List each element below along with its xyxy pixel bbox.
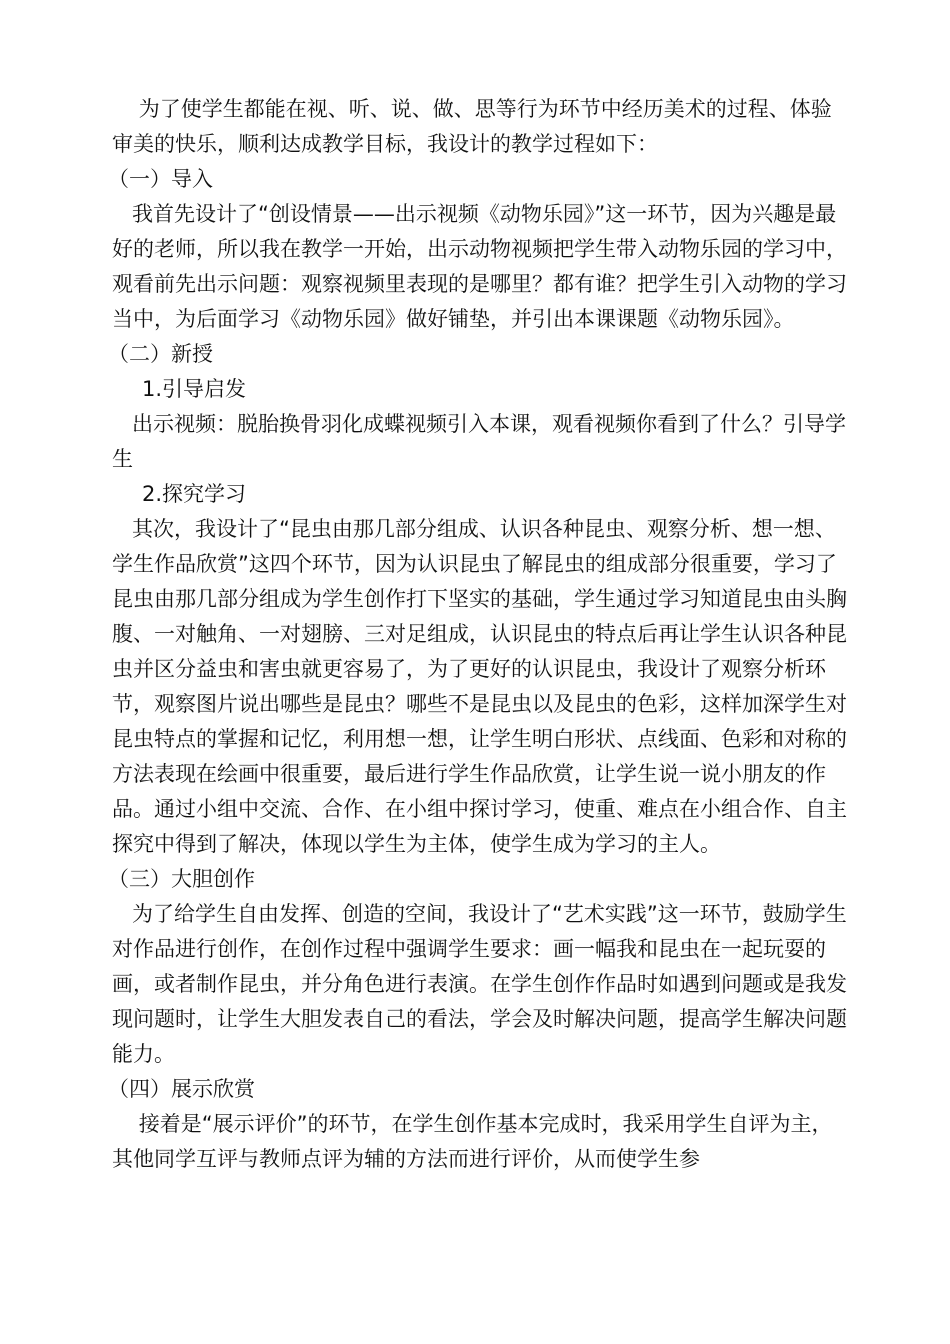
subheading-guidance: 1.引导启发 bbox=[142, 377, 247, 401]
document-body bbox=[108, 92, 852, 1177]
guidance-paragraph: 出示视频：脱胎换骨羽化成蝶视频引入本课，观看视频你看到了什么？引导学生 bbox=[112, 412, 847, 471]
section-heading-display: （四）展示欣赏 bbox=[108, 1077, 255, 1101]
inquiry-paragraph: 其次，我设计了“昆虫由那几部分组成、认识各种昆虫、观察分析、想一想、学生作品欣赏”这四个环节，因为认识昆虫了解昆虫的组成部分很重要，学习了昆虫由那几部分组成为学生创作打下坚实的基础，学生通过学习知道昆虫由头胸腹、一对触角、一对翅膀、三对足组成，认识昆虫的特点后再让学生认识各种昆虫并区分益虫和害虫就更容易了，为了更好的认识昆虫，我设计了观察分析环节，观察图片说出哪些是昆虫？哪些不是昆虫以及昆虫的色彩，这样加深学生对昆虫特点的掌握和记忆，利用想一想，让学生明白形状、点线面、色彩和对称的方法表现在绘画中很重要，最后进行学生作品欣赏，让学生说一说小朋友的作品。通过小组中交流、合作、在小组中探讨学习，使重、难点在小组合作、自主探究中得到了解决，体现以学生为主体，使学生成为学习的主人。 bbox=[112, 517, 847, 856]
section-heading-creation: （三）大胆创作 bbox=[108, 867, 255, 891]
section-heading-intro: （一）导入 bbox=[108, 167, 213, 191]
section-heading-new-lesson: （二）新授 bbox=[108, 342, 213, 366]
creation-paragraph: 为了给学生自由发挥、创造的空间，我设计了“艺术实践”这一环节，鼓励学生对作品进行创作，在创作过程中强调学生要求：画一幅我和昆虫在一起玩耍的画，或者制作昆虫，并分角色进行表演。在学生创作作品时如遇到问题或是我发现问题时，让学生大胆发表自己的看法，学会及时解决问题，提高学生解决问题能力。 bbox=[112, 902, 847, 1066]
subheading-inquiry: 2.探究学习 bbox=[142, 482, 247, 506]
intro-section-paragraph: 我首先设计了“创设情景——出示视频《动物乐园》”这一环节，因为兴趣是最好的老师，所以我在教学一开始，出示动物视频把学生带入动物乐园的学习中，观看前先出示问题：观察视频里表现的是哪里？都有谁？把学生引入动物的学习当中，为后面学习《动物乐园》做好铺垫，并引出本课课题《动物乐园》。 bbox=[112, 202, 847, 331]
display-paragraph: 接着是“展示评价”的环节，在学生创作基本完成时，我采用学生自评为主，其他同学互评与教师点评为辅的方法而进行评价，从而使学生参 bbox=[112, 1112, 833, 1171]
intro-paragraph: 为了使学生都能在视、听、说、做、思等行为环节中经历美术的过程、体验审美的快乐，顺利达成教学目标，我设计的教学过程如下： bbox=[112, 97, 832, 156]
